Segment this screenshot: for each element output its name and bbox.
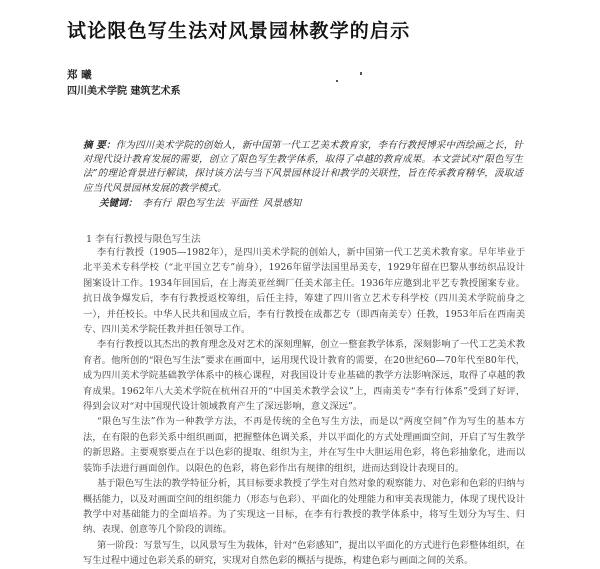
keyword-item: 风景感知 [262,198,302,209]
keywords [99,195,529,209]
body-text [83,245,525,569]
keywords-label: 关键词： [99,198,138,209]
author-name: 郑 曦 [67,69,92,81]
keyword-item: 平面性 [229,198,258,209]
scan-speck [336,80,338,82]
paper-title: 试论限色写生法对风景园林教学的启示 [67,20,411,42]
paragraph: 李有行教授（1905—1982年），是四川美术学院的创始人，新中国第一代工艺美术教育家。早年毕业于北平美术专科学校（“北平国立艺专”前身），1926年留学法国里昂美专，1929年留在巴黎从事纺织品设计图案设计工作。1934年回国后，在上海美亚丝绸厂任美术部主任。1936年应邀到北平艺专教授图案专业。抗日战争爆发后，李有行教授返校筹组，后任主持，筹建了四川省立艺术专科学校（四川美术学院前身之一），并任校长。中华人民共和国成立后，李有行教授在成都艺专（即西南美专）任教，1953年后在西南美专、四川美术学院任教并担任领导工作。 [83,247,525,336]
paragraph: 基于限色写生法的教学特征分析，其目标要求教授了学生对自然对象的观察能力、对色彩和色彩的归纳与概括能力，以及对画面空间的组织能力（形态与色彩）、平面化的处理能力和审美表现能力，体现了现代设计教学中对基础能力的全面培养。为了实现这一目标，在李有行教授的教学体系中，将写生划分为写生、归纳、表现、创意等几个阶段的训练。 [83,478,525,536]
paragraph: 李有行教授以其杰出的教育理念及对艺术的深刻理解，创立一整套教学体系，深刻影响了一代工艺美术教育者。他所创的“限色写生法”要求在画面中，运用现代设计教育的需要，在20世纪60—70年代至80年代，成为四川美术学院基础教学体系中的核心课程，对我国设计专业基础的教学方法影响深远，取得了卓越的教育成果。1962年八大美术学院在杭州召开的“中国美术教学会议”上，西南美专“李有行体系”受到了好评，得到会议对“对中国现代设计领域教育产生了深远影响，意义深远”。 [83,339,525,413]
paragraph: 第一阶段：写景写生，以风景写生为载体，针对“色彩感知”，提出以平面化的方式进行色彩整体组织，在写生过程中通过色彩关系的研究，实现对自然色彩的概括与提炼，构建色彩与画面之间的关系。 [83,539,525,567]
section-heading: 1 李有行教授与限色写生法 [86,234,201,245]
abstract-text: 作为四川美术学院的创始人，新中国第一代工艺美术教育家，李有行教授博采中西绘画之长，针对现代设计教育发展的需要，创立了限色写生教学体系，取得了卓越的教育成果。本文尝试对“限色写生法”的理论背景进行解读，探讨该方法与当下风景园林设计和教学的关联性，旨在传承教育精华，汲取适应当代风景园林发展的教学模式。 [83,140,523,194]
author-affiliation: 四川美术学院 建筑艺术系 [67,86,181,97]
abstract [83,139,523,196]
scan-speck [360,72,362,75]
keyword-item: 限色写生法 [176,198,225,209]
paragraph: “限色写生法”作为一种教学方法，不再是传统的全色写生方法，而是以“两度空间”作为写生的基本方法，在有限的色彩关系中组织画面，把握整体色调关系，并以平面化的方式处理画面空间，开启了写生教学的新思路。主要观察要点在于以色彩的提取、组织为主，并在写生中大胆运用色彩，将色彩抽象化，进而以装饰手法进行画面创作。以限色的色彩，将色彩作出有规律的组织，进而达到设计表现目的。 [83,416,525,474]
keyword-item: 李有行 [142,198,172,209]
abstract-label: 摘 要： [83,140,116,151]
